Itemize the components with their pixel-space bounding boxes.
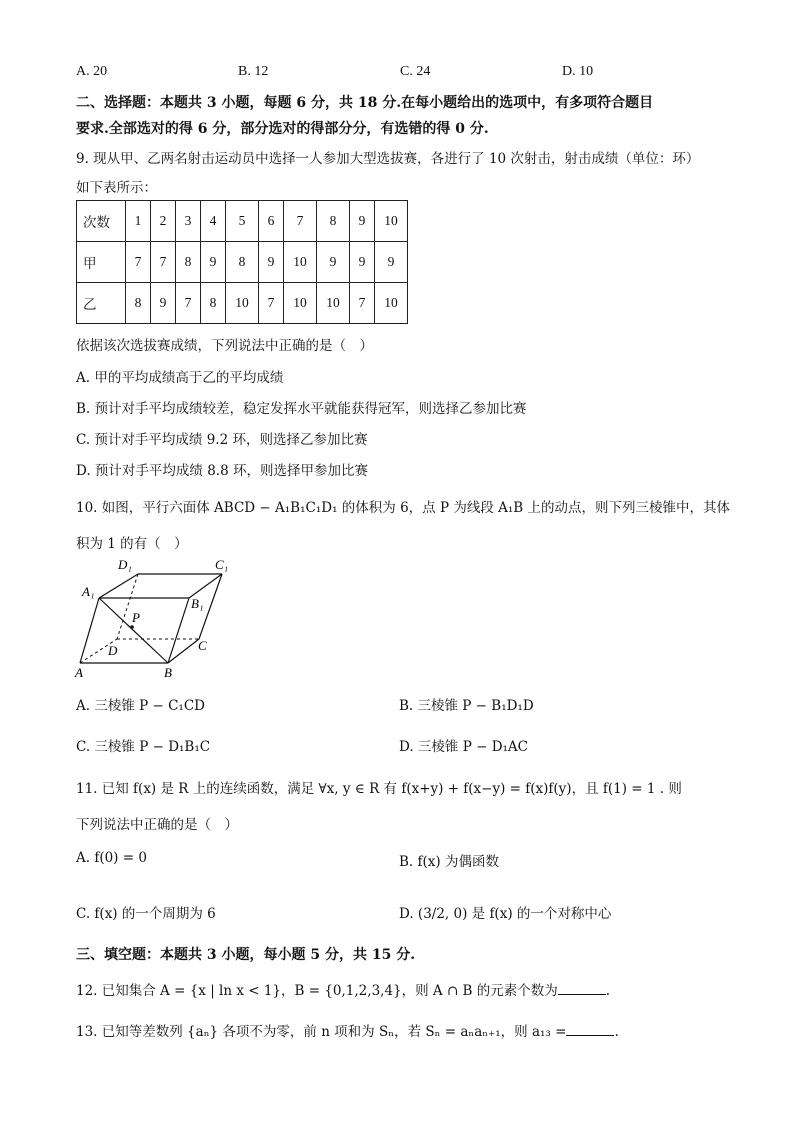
table-cell: 9	[317, 242, 350, 283]
table-cell: 8	[317, 201, 350, 242]
row-label-yi: 乙	[77, 283, 126, 324]
table-cell: 3	[176, 201, 201, 242]
label-b1: B₁	[191, 596, 204, 611]
label-b: B	[164, 665, 172, 680]
table-cell: 9	[201, 242, 226, 283]
table-cell: 8	[176, 242, 201, 283]
table-cell: 10	[375, 283, 408, 324]
label-a: A	[75, 665, 83, 680]
option-a-top: A. 20	[76, 64, 108, 79]
q9-stem-line2: 如下表所示：	[76, 180, 157, 196]
table-cell: 7	[151, 242, 176, 283]
section2-heading-line2: 要求.全部选对的得 6 分，部分选对的得部分分，有选错的得 0 分.	[76, 121, 489, 137]
q10-stem-line1: 10. 如图，平行六面体 ABCD − A₁B₁C₁D₁ 的体积为 6，点 P 为线段 A₁B 上的动点，则下列三棱锥中，其体	[76, 500, 730, 516]
q10-option-b: B. 三棱锥 P − B₁D₁D	[399, 698, 534, 714]
table-cell: 9	[259, 242, 284, 283]
q9-option-c: C. 预计对手平均成绩 9.2 环，则选择乙参加比赛	[76, 432, 368, 448]
table-header-row	[77, 201, 408, 242]
table-cell: 9	[350, 201, 375, 242]
option-c-top: C. 24	[400, 64, 431, 79]
option-b-top: B. 12	[238, 64, 269, 79]
q12-end-mark: .	[605, 983, 611, 999]
table-cell: 10	[317, 283, 350, 324]
option-d-top: D. 10	[562, 64, 594, 79]
table-cell: 7	[126, 242, 151, 283]
label-a1: A₁	[82, 584, 95, 599]
table-cell: 7	[350, 283, 375, 324]
q9-option-a: A. 甲的平均成绩高于乙的平均成绩	[76, 370, 284, 386]
parallelepiped-figure	[72, 556, 232, 681]
table-cell: 7	[259, 283, 284, 324]
table-cell: 10	[226, 283, 259, 324]
label-d: D	[108, 643, 118, 658]
label-d1: D₁	[118, 557, 132, 572]
q12-line	[76, 979, 610, 999]
label-c: C	[198, 638, 207, 653]
table-cell: 7	[176, 283, 201, 324]
table-cell: 9	[151, 283, 176, 324]
q10-option-c: C. 三棱锥 P − D₁B₁C	[76, 739, 211, 755]
table-cell: 9	[375, 242, 408, 283]
table-cell: 8	[201, 283, 226, 324]
q11-option-d: D. (3/2, 0) 是 f(x) 的一个对称中心	[399, 906, 612, 922]
table-cell: 8	[226, 242, 259, 283]
q9-question: 依据该次选拔赛成绩，下列说法中正确的是（ ）	[76, 338, 373, 354]
label-c1: C₁	[215, 557, 229, 572]
table-cell: 6	[259, 201, 284, 242]
q12-answer-blank[interactable]	[558, 982, 606, 995]
q13-end-mark: .	[614, 1024, 619, 1040]
q9-stem-line1: 9. 现从甲、乙两名射击运动员中选择一人参加大型选拔赛，各进行了 10 次射击，射击成绩（单位：环）	[76, 151, 700, 167]
q11-option-a: A. f(0) = 0	[76, 850, 147, 866]
table-cell: 10	[375, 201, 408, 242]
table-header-label: 次数	[77, 201, 126, 242]
q11-stem-line2: 下列说法中正确的是（ ）	[76, 817, 238, 833]
score-table	[76, 200, 408, 324]
q10-option-a: A. 三棱锥 P − C₁CD	[76, 698, 205, 714]
row-label-jia: 甲	[77, 242, 126, 283]
section3-heading: 三、填空题：本题共 3 小题，每小题 5 分，共 15 分.	[76, 947, 416, 963]
table-cell: 2	[151, 201, 176, 242]
q13-answer-blank[interactable]	[566, 1023, 614, 1036]
table-cell: 4	[201, 201, 226, 242]
q13-line	[76, 1020, 619, 1040]
table-row	[77, 242, 408, 283]
table-cell: 9	[350, 242, 375, 283]
q13-text: 13. 已知等差数列 {aₙ} 各项不为零，前 n 项和为 Sₙ，若 Sₙ = aₙaₙ₊₁，则 a₁₃ =	[76, 1024, 567, 1040]
q12-text: 12. 已知集合 A = {x | ln x < 1}，B = {0,1,2,3,4}，则 A ∩ B 的元素个数为	[76, 983, 558, 999]
q11-option-c: C. f(x) 的一个周期为 6	[76, 906, 216, 922]
q9-option-b: B. 预计对手平均成绩较差，稳定发挥水平就能获得冠军，则选择乙参加比赛	[76, 401, 527, 417]
table-cell: 10	[284, 283, 317, 324]
table-cell: 8	[126, 283, 151, 324]
table-cell: 10	[284, 242, 317, 283]
table-row	[77, 283, 408, 324]
section2-heading-line1: 二、选择题：本题共 3 小题，每题 6 分，共 18 分.在每小题给出的选项中，有多项符合题目	[76, 95, 654, 111]
q11-stem-line1: 11. 已知 f(x) 是 R 上的连续函数，满足 ∀x, y ∈ R 有 f(x+y) + f(x−y) = f(x)f(y)，且 f(1) = 1 . 则	[76, 781, 682, 797]
q11-option-b: B. f(x) 为偶函数	[399, 854, 499, 870]
table-cell: 1	[126, 201, 151, 242]
table-cell: 7	[284, 201, 317, 242]
label-p: P	[132, 610, 140, 625]
q9-option-d: D. 预计对手平均成绩 8.8 环，则选择甲参加比赛	[76, 463, 368, 479]
q10-option-d: D. 三棱锥 P − D₁AC	[399, 739, 529, 755]
table-cell: 5	[226, 201, 259, 242]
q10-stem-line2: 积为 1 的有（ ）	[76, 536, 188, 552]
